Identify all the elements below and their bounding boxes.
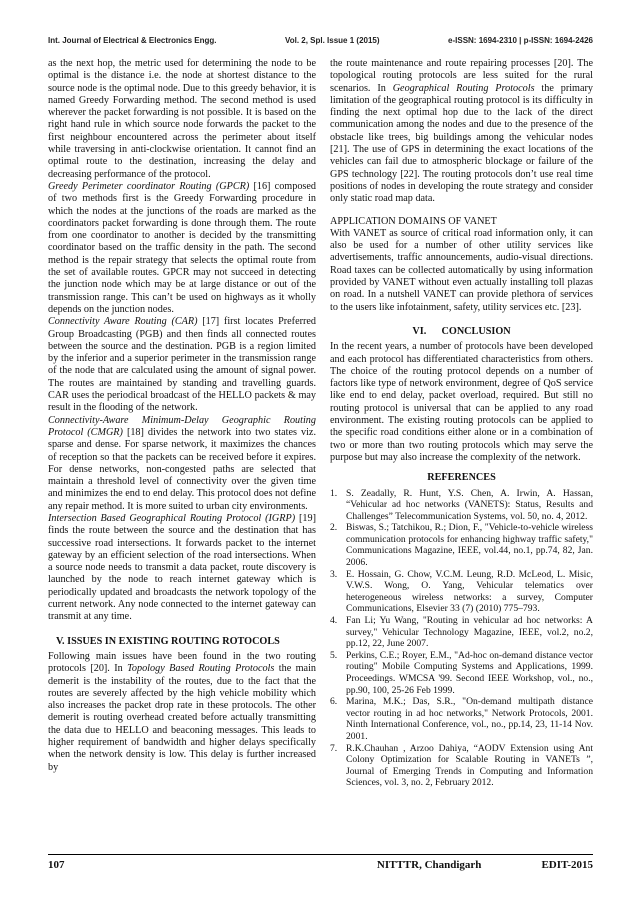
paragraph-applications: With VANET as source of critical road information only, it can also be used for a number of other utility services like advertisements, traffic announcements, audio-visual directions. Road taxes can be collected automatically by using information provided by VANET without even actually installing toll plazas on road. In a nutshell VANET can provide plethora of services to the users like infotainment, safety, utility services etc. [23].: [330, 227, 593, 313]
reference-number: 7.: [330, 742, 338, 754]
reference-item: [330, 696, 593, 742]
reference-number: 2.: [330, 522, 338, 534]
reference-text: R.K.Chauhan , Arzoo Dahiya, “AODV Extension using Ant Colony Optimization for Scalable Routing in VANETs ”, Journal of Emerging Trends in Computing and Information Sciences, vol. 3, no. 2, February 2012.: [346, 742, 593, 789]
paragraph-car: [48, 316, 316, 414]
running-header: [48, 36, 593, 45]
reference-text: S. Zeadally, R. Hunt, Y.S. Chen, A. Irwin, A. Hassan, “Vehicular ad hoc networks (VANETS): Status, Results and Challenges” Telecommunication Systems, vol. 50, no. 4, 2012.: [346, 487, 593, 522]
gpcr-text: [16] composed of two methods first is the Greedy Forwarding procedure in which the nodes at the junctions of the roads are marked as the coordinators packet forwarding is done through them. The route from one coordinator to another is decided by the transmitting coordinator based on the traffic density in the path. The second method is the repair strategy that selects the optimal route from the set of available routes. GPCR may not succeed in detecting the junction node which may be at large distance or out of the transmission range. This can’t be used on highways as it wholly depends on the junction nodes.: [48, 180, 316, 315]
igrp-text: [19] finds the route between the source and the destination that has successive road intersections. It forwards packet to the internet gateway by an efficient selection of the road intersections. When a source node needs to transmit a data packet, route discovery is launched by the node to reach internet gateway which is periodically updated and broadcasts the network topology of the current network. Any node connected to the internet gateway can transmit at any time.: [48, 512, 316, 623]
geo-italic: Geographical Routing Protocols: [392, 82, 535, 94]
volume-info: Vol. 2, Spl. Issue 1 (2015): [284, 36, 380, 45]
reference-text: Perkins, C.E.; Royer, E.M., "Ad-hoc on-demand distance vector routing" Mobile Computing Systems and Applications, 1999. Proceedings. WMCSA '99. Second IEEE Workshop, vol., no., pp.90, 100, 25-26 Feb 1999.: [346, 649, 593, 696]
paragraph-geo-limitations: [330, 58, 593, 206]
references-heading: REFERENCES: [427, 472, 496, 484]
reference-item: [330, 743, 593, 789]
reference-number: 5.: [330, 649, 338, 661]
car-title: Connectivity Aware Routing (CAR): [48, 316, 198, 328]
reference-number: 1.: [330, 487, 338, 499]
reference-item: [330, 569, 593, 615]
section-heading-issues: V. ISSUES IN EXISTING ROUTING ROTOCOLS: [56, 635, 280, 647]
paragraph-gpcr: [48, 181, 316, 316]
page-number: 107: [48, 859, 65, 871]
reference-number: 4.: [330, 615, 338, 627]
gpcr-title: Greedy Perimeter coordinator Routing (GPCR): [48, 180, 250, 192]
reference-item: [330, 650, 593, 696]
paragraph-conclusion: In the recent years, a number of protocols have been developed and each protocol has differentiated characteristics from others. The choice of the routing protocol depends on a number of factors like type of network environment, degree of QoS service like end to end delay, packet overload, required. But still no routing protocol is universal that can be applied to any road environment. The existing routing protocols can be applied to the specific road conditions either alone or in a combination of two or more than two routing protocols which may serve the purpose but may also increase the complexity of the network.: [330, 341, 593, 463]
left-column: [48, 58, 316, 774]
paragraph-igrp: [48, 513, 316, 624]
paragraph-issues: [48, 651, 316, 774]
issues-italic: Topology Based Routing Protocols: [127, 663, 275, 675]
reference-text: Biswas, S.; Tatchikou, R.; Dion, F., "Vehicle-to-vehicle wireless communication protocols for enhancing highway traffic safety," Communications Magazine, IEEE, vol.44, no.1, pp.74, 82, Jan. 2006.: [346, 522, 593, 569]
reference-text: E. Hossain, G. Chow, V.C.M. Leung, R.D. McLeod, L. Misic, V.W.S. Wong, O. Yang, Vehicular telematics over heterogeneous wireless networks: a survey, Computer Communications, Elsevier 33 (7) (2010) 775–793.: [346, 568, 593, 615]
cmgr-title: Connectivity-Aware Minimum-Delay Geographic Routing Protocol (CMGR): [48, 414, 316, 438]
reference-text: Marina, M.K.; Das, S.R., "On-demand multipath distance vector routing in ad hoc networks," Network Protocols, 2001. Ninth International Conference, vol., no., pp.14, 23, 11-14 Nov. 2001.: [346, 696, 593, 742]
section-heading-conclusion: VI. CONCLUSION: [412, 325, 511, 337]
paragraph-greedy-forwarding: as the next hop, the metric used for determining the node to be optimal is the distance i.e. the node at shortest distance to the source node is the optimal node. Due to this greedy behavior, it is named Greedy Forwarding method. The second method is used wherever the packet forwarding is not possible. It is based on the right hand rule in which source node forwards the packet to the first neighbour encountered across the perimeter about itself while traversing in anti-clockwise orientation. It cannot find an optimal route to the destination, increasing the delay and decreasing performance of the protocol.: [48, 58, 316, 180]
issues-text-b: the main demerit is the instability of the routes, due to the fact that the routes are severely affected by the high vehicle mobility which also increases the packet drop rate in these protocols. The other demerit is routing overhead created before actually transmitting the data due to HELLO and beaconing messages. This leads to higher requirement of bandwidth and higher delays specifically when the network density is low. This delay is further increased by: [48, 663, 316, 773]
footer-edition: EDIT-2015: [541, 859, 593, 871]
reference-item: [330, 615, 593, 650]
page-footer: [48, 854, 593, 871]
section-heading-applications: APPLICATION DOMAINS OF VANET: [330, 215, 497, 227]
reference-text: Fan Li; Yu Wang, "Routing in vehicular ad hoc networks: A survey," Vehicular Technology Magazine, IEEE, vol.2, no.2, pp.12, 22, June 2007.: [346, 615, 593, 650]
reference-item: [330, 522, 593, 568]
cmgr-text: [18] divides the network into two states viz. sparse and dense. For sparse network, it maximizes the chances of reception so that the packets can be received before it expires. For dense networks, non-congested paths are selected that maintain a threshold level of connectivity over the given time and minimizes the end to end delay. This protocol does not define any repair method. It is more suited to urban city environments.: [48, 426, 316, 512]
reference-number: 3.: [330, 568, 338, 580]
journal-name: Int. Journal of Electrical & Electronics Engg.: [48, 36, 217, 45]
issues-text-a: Following main issues have been found in the two routing protocols [20]. In: [48, 650, 316, 675]
right-column: [330, 58, 593, 789]
references-list: [330, 488, 593, 789]
reference-item: [330, 488, 593, 523]
igrp-title: Intersection Based Geographical Routing Protocol (IGRP): [48, 512, 296, 524]
paragraph-cmgr: [48, 415, 316, 513]
geo-text-b: the primary limitation of the geographical routing protocol is its difficulty in finding the next optimal hop due to the lack of the direct communication among the nodes and due to the presence of the obstacle like trees, big buildings among the vehicular nodes [21]. The use of GPS in determining the exact locations of the vehicles can fail due to atmospheric blockage or failure of the GPS technology [22]. The routing protocols don’t use real time positions of nodes in developing the route strategy and consider only static road map data.: [330, 82, 593, 205]
geo-text-a: the route maintenance and route repairing processes [20]. The topological routing protocols are less suited for the rural scenarios. In: [330, 58, 593, 94]
reference-number: 6.: [330, 696, 338, 708]
issn-info: e-ISSN: 1694-2310 | p-ISSN: 1694-2426: [448, 36, 593, 45]
car-text: [17] first locates Preferred Group Broadcasting (PGB) and then finds all connected routes between the source and the destination. PGB is a region limited by the inferior and a superior perimeter in the transmission range of the node that are calculated using the amount of signal power. The routes are maintained by standing and travelling guards. CAR uses the periodical broadcast of the HELLO packets & may result in the flooding of the network.: [48, 316, 316, 414]
footer-organization: NITTTR, Chandigarh: [376, 859, 482, 871]
